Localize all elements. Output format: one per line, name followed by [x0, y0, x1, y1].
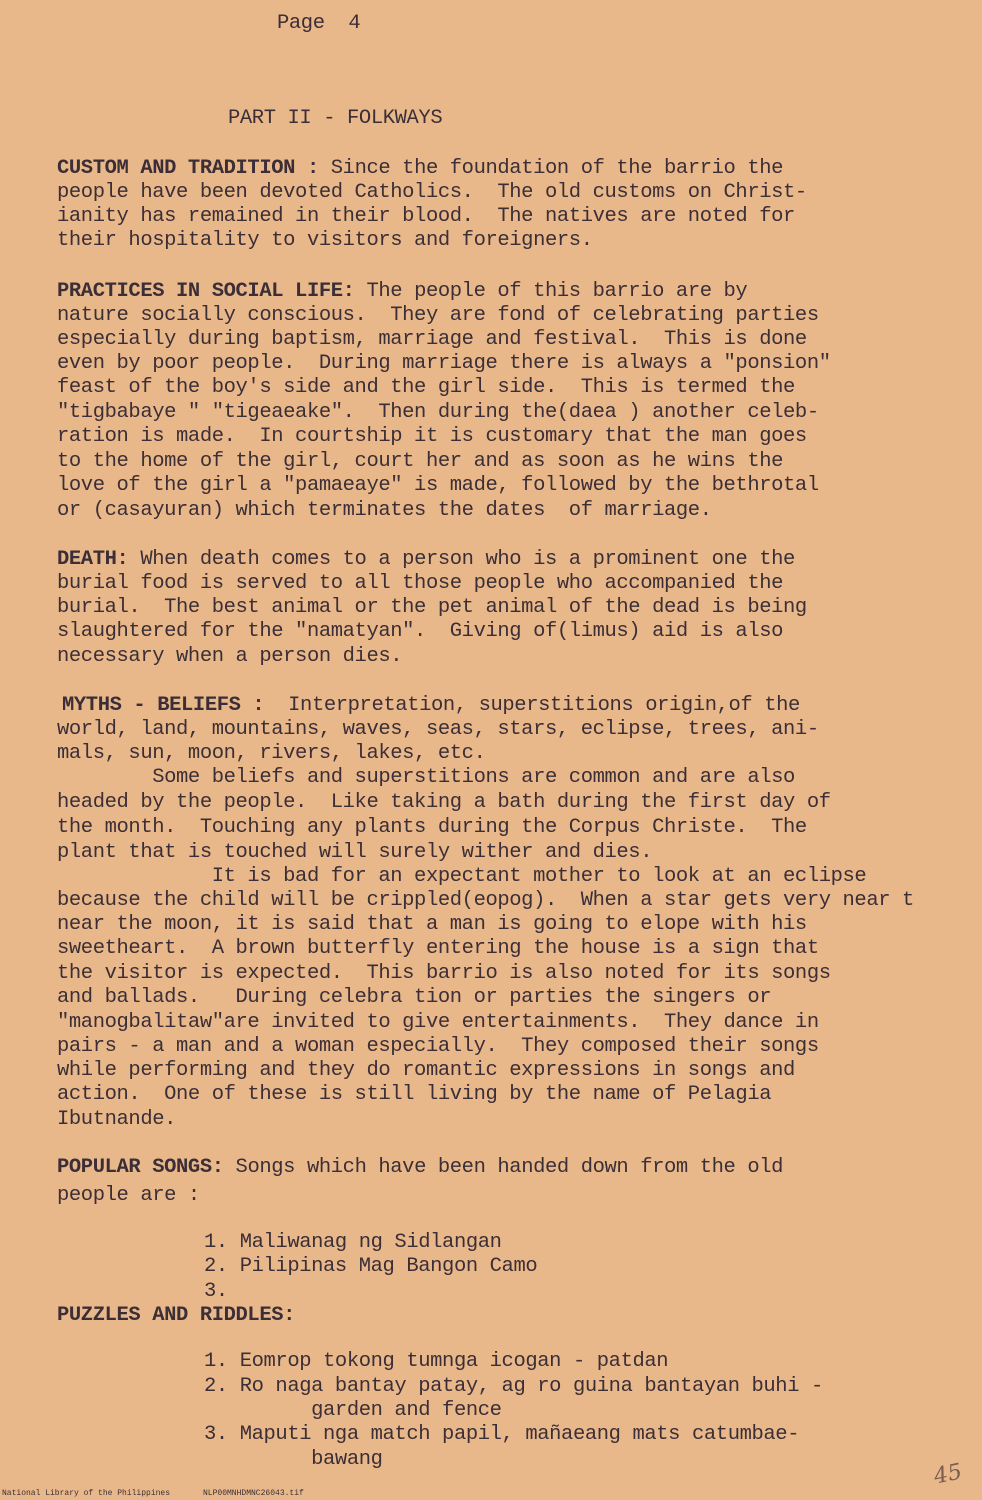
- myths-line: Ibutnande.: [57, 1108, 177, 1131]
- song-item: 2. Pilipinas Mag Bangon Camo: [204, 1255, 538, 1278]
- social-line: ration is made. In courtship it is customary that the man goes: [57, 425, 807, 448]
- myths-line: headed by the people. Like taking a bath during the first day of: [57, 791, 831, 814]
- myths-line: near the moon, it is said that a man is going to elope with his: [57, 913, 807, 936]
- page-header: Page 4: [277, 12, 361, 35]
- death-line-1: [57, 548, 795, 572]
- social-line: to the home of the girl, court her and as soon as he wins the: [57, 450, 784, 473]
- myths-line: the visitor is expected. This barrio is also noted for its songs: [57, 962, 831, 985]
- footer-library: National Library of the Philippines: [2, 1489, 171, 1498]
- social-line: nature socially conscious. They are fond of celebrating parties: [57, 304, 819, 327]
- myths-line: pairs - a man and a woman especially. They composed their songs: [57, 1035, 819, 1058]
- myths-line: the month. Touching any plants during the Corpus Christe. The: [57, 816, 807, 839]
- custom-line: people have been devoted Catholics. The old customs on Christ-: [57, 181, 807, 204]
- social-heading: PRACTICES IN SOCIAL LIFE:: [57, 280, 355, 303]
- custom-text: Since the foundation of the barrio the: [318, 157, 784, 180]
- myths-line: It is bad for an expectant mother to look at an eclipse: [57, 865, 867, 888]
- myths-line: action. One of these is still living by the name of Pelagia: [57, 1083, 772, 1106]
- death-text: When death comes to a person who is a prominent one the: [128, 548, 795, 571]
- death-heading: DEATH:: [57, 548, 129, 571]
- social-line: feast of the boy's side and the girl side. This is termed the: [57, 376, 795, 399]
- myths-text: Interpretation, superstitions origin,of the: [264, 694, 800, 717]
- myths-line: while performing and they do romantic expressions in songs and: [57, 1059, 795, 1082]
- social-line: especially during baptism, marriage and festival. This is done: [57, 328, 807, 351]
- riddle-item: bawang: [204, 1448, 383, 1471]
- songs-line: people are :: [57, 1184, 200, 1207]
- myths-line-1: [62, 694, 800, 718]
- myths-line: sweetheart. A brown butterfly entering the house is a sign that: [57, 937, 819, 960]
- social-line: love of the girl a "pamaeaye" is made, followed by the bethrotal: [57, 474, 819, 497]
- part-title: PART II - FOLKWAYS: [228, 107, 443, 130]
- death-line: burial. The best animal or the pet animal of the dead is being: [57, 596, 807, 619]
- songs-line-1: [57, 1156, 783, 1180]
- custom-line-1: [57, 157, 783, 181]
- social-line: or (casayuran) which terminates the dates of marriage.: [57, 499, 712, 522]
- corner-handwritten-mark: 45: [931, 1459, 965, 1490]
- riddle-item: 3. Maputi nga match papil, mañaeang mats catumbae-: [204, 1423, 800, 1446]
- song-item: 1. Maliwanag ng Sidlangan: [204, 1231, 502, 1254]
- footer-file: NLP00MNHDMNC26043.tif: [203, 1489, 304, 1498]
- riddle-item: 1. Eomrop tokong tumnga icogan - patdan: [204, 1350, 669, 1373]
- social-line-1: [57, 280, 747, 304]
- myths-heading: MYTHS - BELIEFS :: [62, 694, 265, 717]
- song-item: 3.: [204, 1280, 228, 1303]
- myths-line: mals, sun, moon, rivers, lakes, etc.: [57, 742, 486, 765]
- puzzles-heading: PUZZLES AND RIDDLES:: [57, 1304, 296, 1327]
- riddle-item: 2. Ro naga bantay patay, ag ro guina bantayan buhi -: [204, 1375, 823, 1398]
- social-line: even by poor people. During marriage there is always a "ponsion": [57, 352, 831, 375]
- songs-text: Songs which have been handed down from the old: [223, 1156, 784, 1179]
- death-line: burial food is served to all those people who accompanied the: [57, 572, 784, 595]
- death-line: slaughtered for the "namatyan". Giving of(limus) aid is also: [57, 620, 784, 643]
- death-line: necessary when a person dies.: [57, 645, 403, 668]
- custom-line: their hospitality to visitors and foreigners.: [57, 229, 593, 252]
- myths-line: because the child will be crippled(eopog). When a star gets very near t: [57, 889, 914, 912]
- social-text: The people of this barrio are by: [354, 280, 748, 303]
- custom-heading: CUSTOM AND TRADITION :: [57, 157, 319, 180]
- riddle-item: garden and fence: [204, 1399, 502, 1422]
- myths-line: and ballads. During celebra tion or parties the singers or: [57, 986, 772, 1009]
- songs-heading: POPULAR SONGS:: [57, 1156, 224, 1179]
- myths-line: Some beliefs and superstitions are common and are also: [57, 766, 795, 789]
- myths-line: plant that is touched will surely wither and dies.: [57, 841, 653, 864]
- social-line: "tigbabaye " "tigeaeake". Then during the(daea ) another celeb-: [57, 401, 819, 424]
- myths-line: world, land, mountains, waves, seas, stars, eclipse, trees, ani-: [57, 718, 819, 741]
- custom-line: ianity has remained in their blood. The natives are noted for: [57, 205, 795, 228]
- myths-line: "manogbalitaw"are invited to give entertainments. They dance in: [57, 1011, 819, 1034]
